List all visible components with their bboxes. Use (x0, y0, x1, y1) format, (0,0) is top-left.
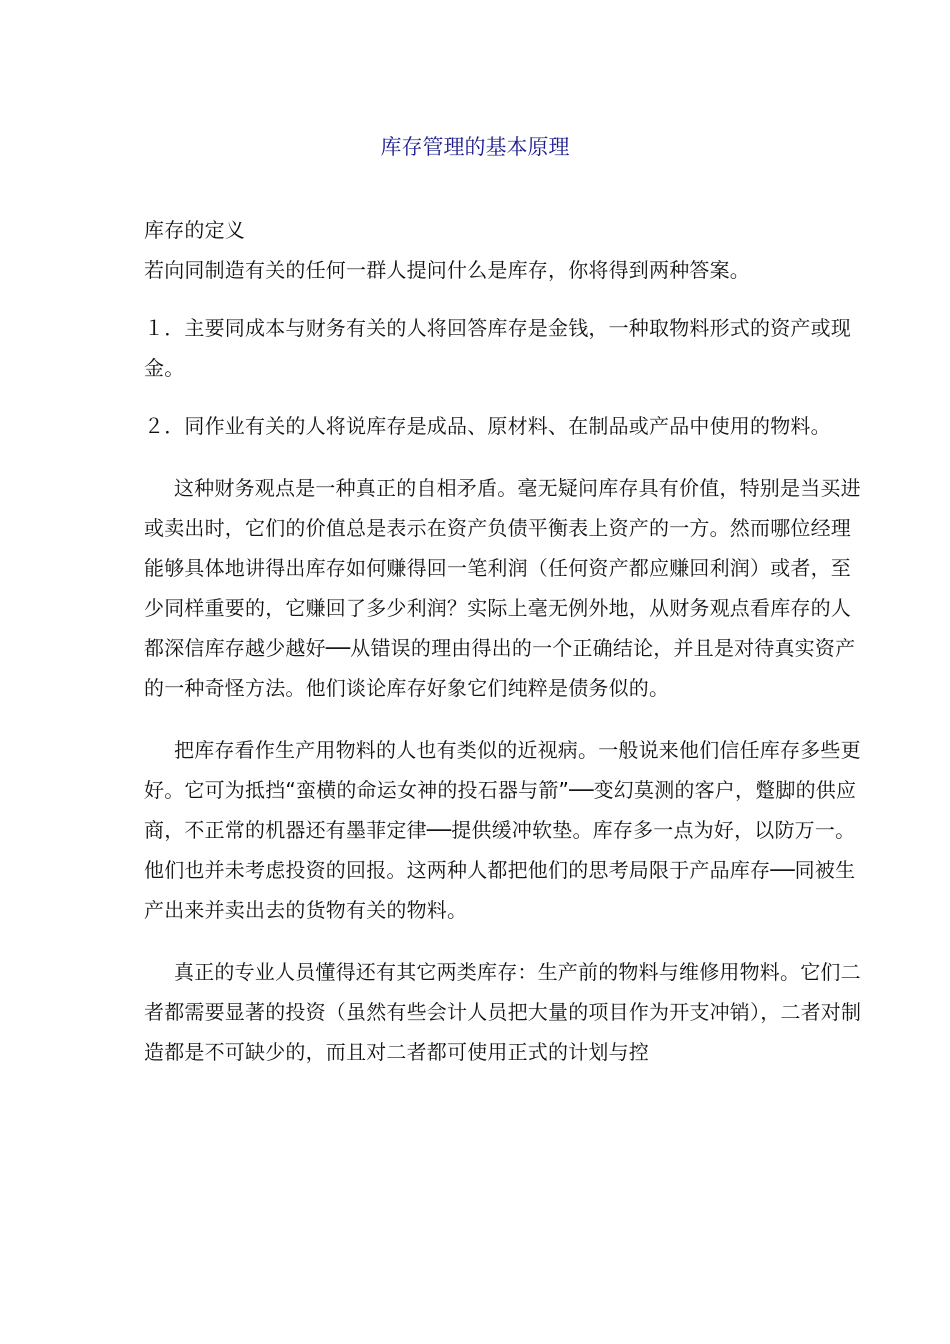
paragraph-materials-view: 把库存看作生产用物料的人也有类似的近视病。一般说来他们信任库存多些更好。它可为抵挡“蛮横的命运女神的投石器与箭”──变幻莫测的客户，蹩脚的供应商，不正常的机器还有墨菲定律──提供缓冲软垫。库存多一点为好，以防万一。他们也并未考虑投资的回报。这两种人都把他们的思考局限于产品库存──同被生产出来并卖出去的货物有关的物料。 (144, 738, 861, 922)
document-title: 库存管理的基本原理 (380, 135, 570, 159)
paragraph-professional-view: 真正的专业人员懂得还有其它两类库存：生产前的物料与维修用物料。它们二者都需要显著的投资（虽然有些会计人员把大量的项目作为开支冲销），二者对制造都是不可缺少的，而且对二者都可使用正式的计划与控 (144, 960, 862, 1064)
list-item-2: ２．同作业有关的人将说库存是成品、原材料、在制品或产品中使用的物料。 (144, 414, 831, 438)
section-heading: 库存的定义 (144, 218, 245, 242)
paragraph-financial-view: 这种财务观点是一种真正的自相矛盾。毫无疑问库存具有价值，特别是当买进或卖出时，它们的价值总是表示在资产负债平衡表上资产的一方。然而哪位经理能够具体地讲得出库存如何赚得回一笔利润（任何资产都应赚回利润）或者，至少同样重要的，它赚回了多少利润？实际上毫无例外地，从财务观点看库存的人都深信库存越少越好──从错误的理由得出的一个正确结论，并且是对待真实资产的一种奇怪方法。他们谈论库存好象它们纯粹是债务似的。 (144, 476, 861, 700)
intro-paragraph: 若向同制造有关的任何一群人提问什么是库存，你将得到两种答案。 (144, 258, 750, 282)
list-item-1: １．主要同成本与财务有关的人将回答库存是金钱，一种取物料形式的资产或现金。 (144, 316, 851, 380)
document-body (144, 210, 864, 1072)
